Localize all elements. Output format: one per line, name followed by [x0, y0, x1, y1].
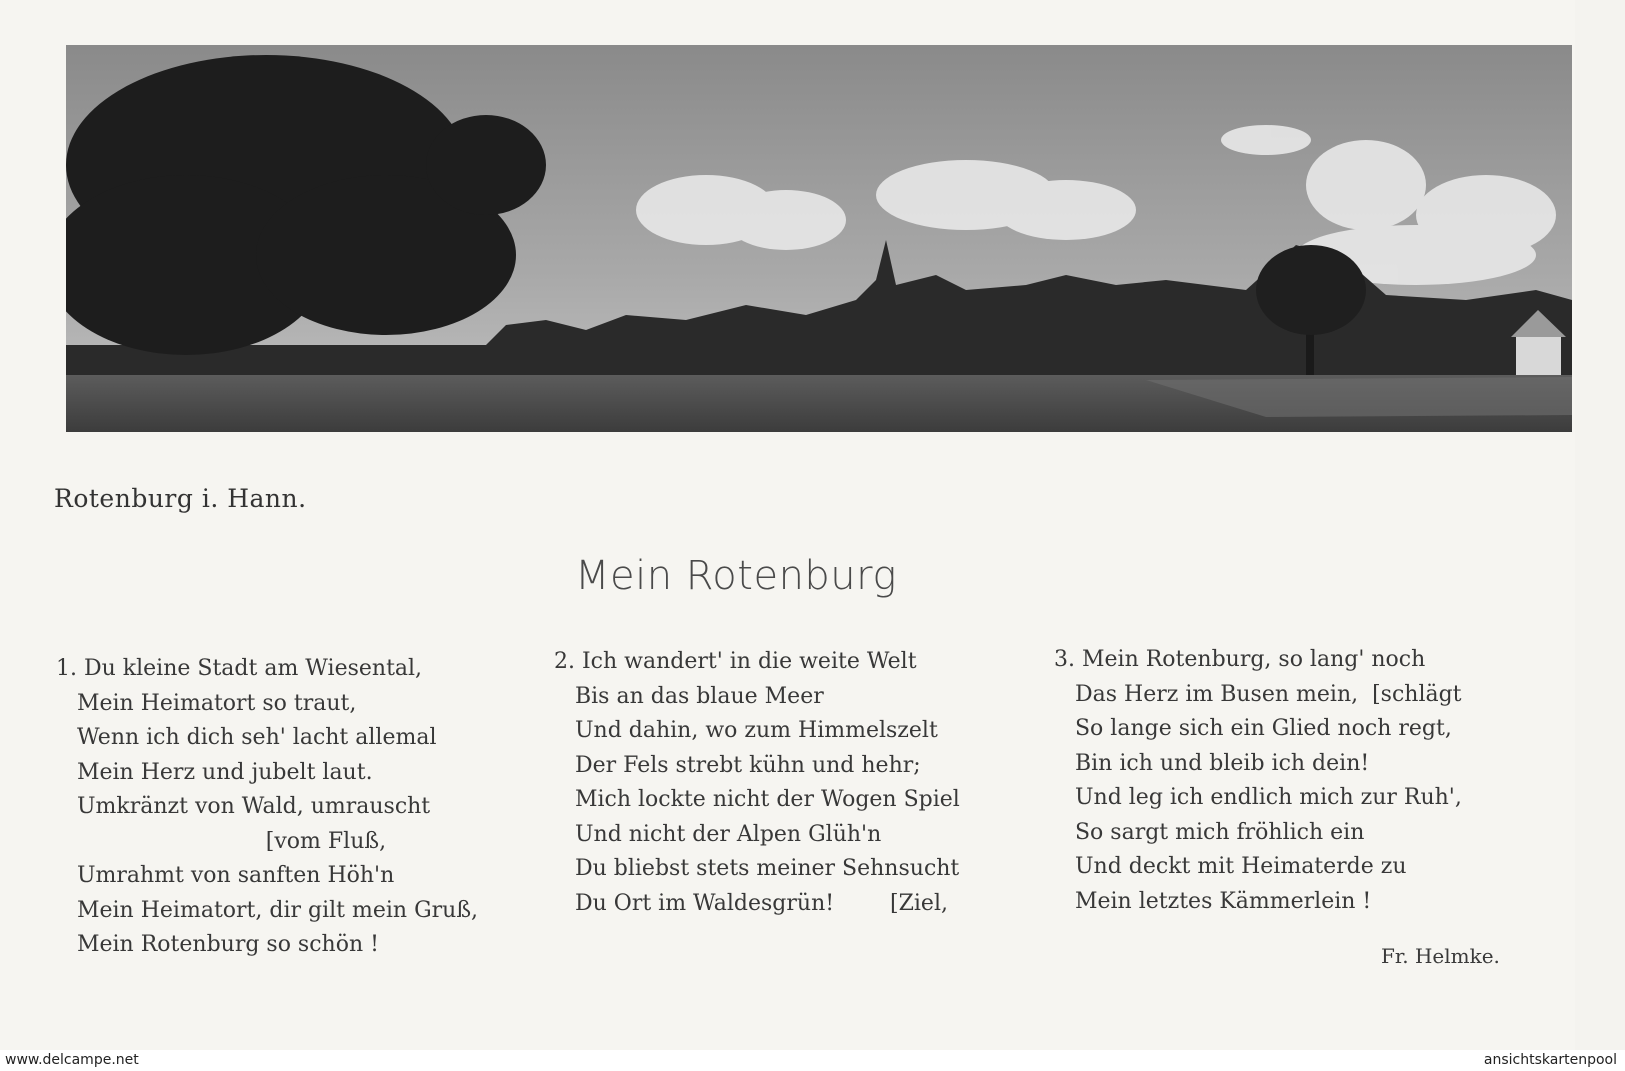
poem-title: Mein Rotenburg — [575, 553, 897, 599]
verse-line: Mein Herz und jubelt laut. — [56, 759, 373, 785]
verse-1 — [56, 652, 478, 963]
verse-line: Bis an das blaue Meer — [554, 683, 824, 709]
verse-line: Umkränzt von Wald, umrauscht — [56, 794, 431, 819]
verse-line: Das Herz im Busen mein, [schlägt — [1054, 681, 1462, 707]
verse-line: Du Ort im Waldesgrün! [Ziel, — [554, 890, 948, 916]
verse-line: Und leg ich endlich mich zur Ruh', — [1054, 785, 1462, 810]
watermark-left: www.delcampe.net — [5, 1052, 139, 1068]
verse-line: 3. Mein Rotenburg, so lang' noch — [1054, 647, 1426, 672]
verse-line: Wenn ich dich seh' lacht allemal — [56, 725, 437, 750]
place-caption: Rotenburg i. Hann. — [54, 484, 307, 513]
verse-line: Mich lockte nicht der Wogen Spiel — [554, 787, 960, 812]
landscape-image — [66, 45, 1572, 432]
verse-line: So lange sich ein Glied noch regt, — [1054, 716, 1452, 741]
verse-line: Du bliebst stets meiner Sehnsucht — [554, 856, 960, 881]
verse-line: Und deckt mit Heimaterde zu — [1054, 854, 1407, 879]
verse-line: Und dahin, wo zum Himmelszelt — [554, 718, 938, 743]
verse-line: Und nicht der Alpen Glüh'n — [554, 821, 882, 847]
verse-line: Mein Heimatort so traut, — [56, 690, 357, 716]
verse-line: [vom Fluß, — [56, 828, 387, 854]
verse-line: 2. Ich wandert' in die weite Welt — [554, 649, 917, 674]
verse-2 — [554, 645, 960, 921]
verse-line: Mein letztes Kämmerlein ! — [1054, 888, 1372, 914]
verse-line: 1. Du kleine Stadt am Wiesental, — [56, 656, 423, 681]
panorama-photo — [66, 45, 1572, 432]
watermark-right: ansichtskartenpool — [1483, 1052, 1617, 1068]
verse-line: Mein Rotenburg so schön ! — [56, 932, 379, 957]
verse-3 — [1054, 643, 1462, 919]
watermark-bar — [0, 1050, 1625, 1071]
verse-line: Der Fels strebt kühn und hehr; — [554, 752, 921, 778]
author-signature: Fr. Helmke. — [1381, 944, 1500, 968]
verse-line: Bin ich und bleib ich dein! — [1054, 750, 1370, 776]
verse-line: So sargt mich fröhlich ein — [1054, 819, 1365, 845]
verse-line: Umrahmt von sanften Höh'n — [56, 863, 395, 888]
verse-line: Mein Heimatort, dir gilt mein Gruß, — [56, 897, 479, 923]
